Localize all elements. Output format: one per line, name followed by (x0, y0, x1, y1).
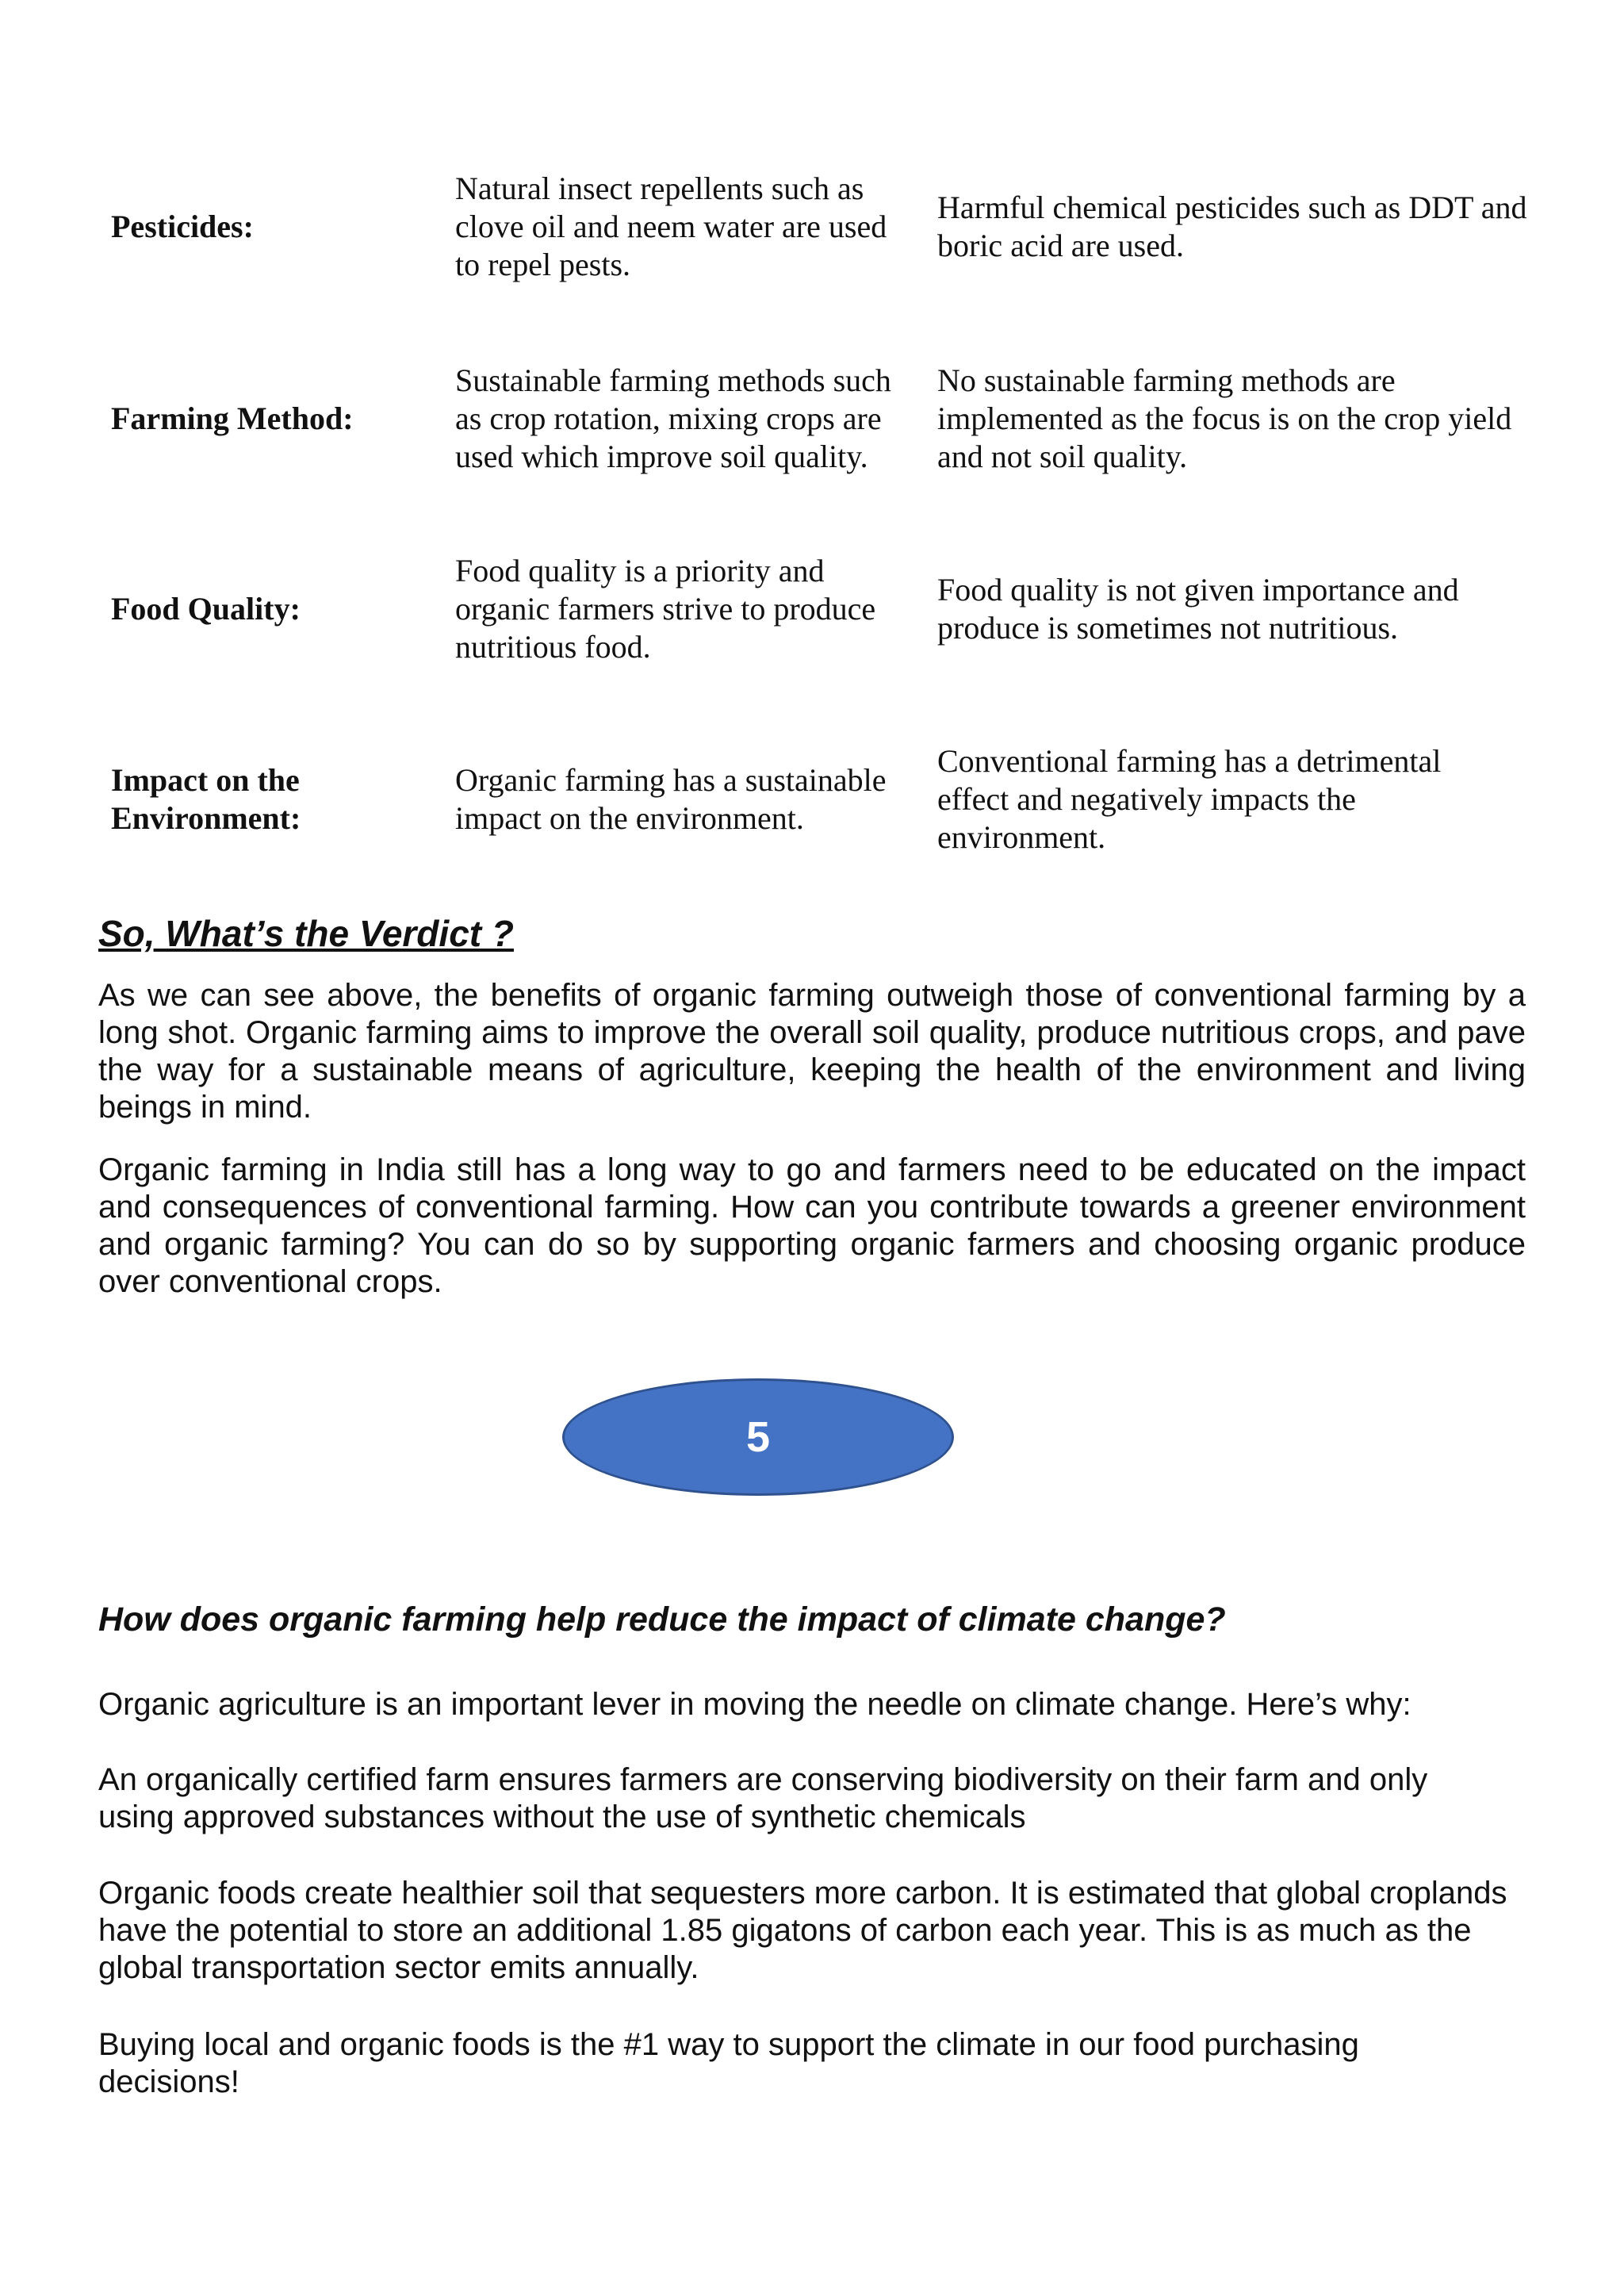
page-number: 5 (745, 1413, 771, 1461)
organic-cell: Organic farming has a sustainable impact on the environment. (455, 762, 887, 836)
organic-cell: Sustainable farming methods such as crop rotation, mixing crops are used which improve soil quality. (455, 362, 891, 474)
organic-cell: Natural insect repellents such as clove oil and neem water are used to repel pests. (455, 171, 887, 282)
page-number-badge (562, 1378, 954, 1496)
conventional-cell: No sustainable farming methods are implemented as the focus is on the crop yield and not soil quality. (937, 362, 1512, 474)
climate-paragraph-1: Organic agriculture is an important lever in moving the needle on climate change. Here’s why: (98, 1687, 1411, 1722)
row-label: Farming Method: (111, 401, 354, 436)
conventional-cell: Conventional farming has a detrimental effect and negatively impacts the environment. (937, 743, 1442, 855)
verdict-paragraph-2: Organic farming in India still has a long way to go and farmers need to be educated on the impact and consequences of conventional farming. How can you contribute towards a greener environment and organic farming? You can do so by supporting organic farmers and choosing organic produce over conventional crops. (98, 1152, 1526, 1299)
verdict-heading: So, What’s the Verdict ? (98, 913, 514, 954)
row-label: Pesticides: (111, 209, 254, 244)
climate-paragraph-3: Organic foods create healthier soil that sequesters more carbon. It is estimated that global croplands have the potential to store an additional 1.85 gigatons of carbon each year. This is as much as the global transportation sector emits annually. (98, 1876, 1507, 1985)
conventional-cell: Food quality is not given importance and produce is sometimes not nutritious. (937, 572, 1459, 646)
row-label: Impact on the Environment: (111, 762, 301, 836)
climate-paragraph-2: An organically certified farm ensures farmers are conserving biodiversity on their farm and only using approved substances without the use of synthetic chemicals (98, 1762, 1428, 1834)
verdict-paragraph-1: As we can see above, the benefits of organic farming outweigh those of conventional farming by a long shot. Organic farming aims to improve the overall soil quality, produce nutritious crops, and pave the way for a sustainable means of agriculture, keeping the health of the environment and living beings in mind. (98, 978, 1526, 1125)
row-label: Food Quality: (111, 591, 301, 627)
organic-cell: Food quality is a priority and organic farmers strive to produce nutritious food. (455, 553, 876, 665)
climate-paragraph-4: Buying local and organic foods is the #1 way to support the climate in our food purchasing decisions! (98, 2027, 1359, 2099)
climate-heading: How does organic farming help reduce the impact of climate change? (98, 1600, 1226, 1639)
conventional-cell: Harmful chemical pesticides such as DDT and boric acid are used. (937, 190, 1527, 263)
